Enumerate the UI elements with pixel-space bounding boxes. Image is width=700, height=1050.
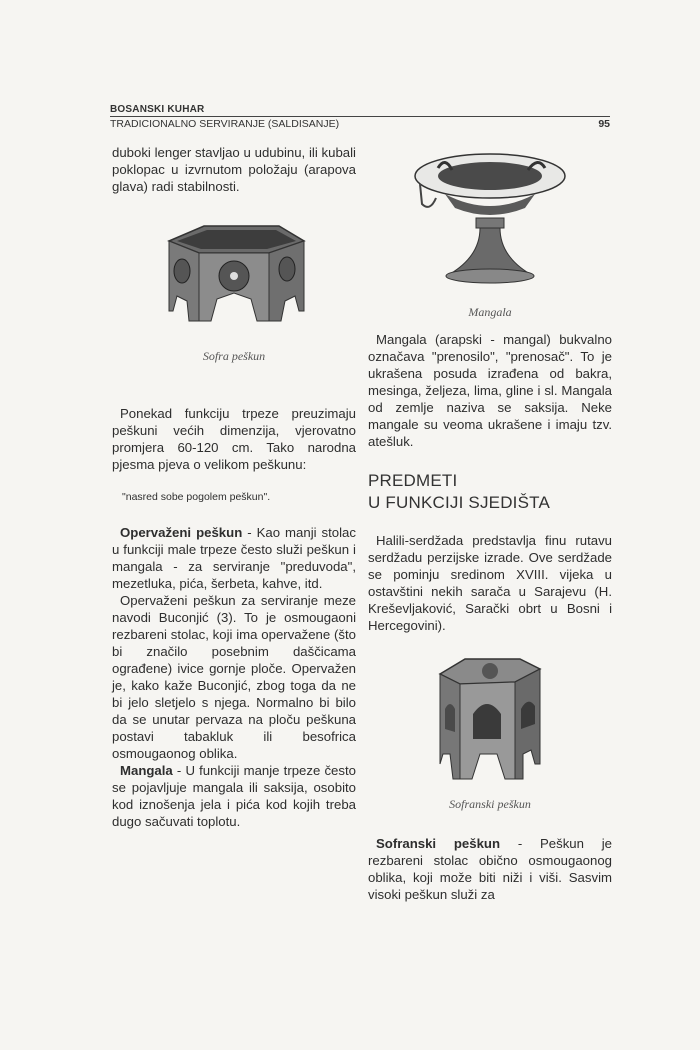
paragraph: Ponekad funkciju trpeze preuzimaju peškuni većih dimenzija, vjerovatno promjera 60-120 cm. Tako narodna pjesma pjeva o velikom peškunu: (112, 406, 356, 472)
paragraph-text: - Peškun je rezbareni stolac obično osmougaonog oblika, koji može biti niži i viši. Sasvim visoki peškun služi za (368, 836, 612, 902)
page-number: 95 (598, 118, 610, 130)
paragraph: Opervaženi peškun za serviranje meze navodi Buconjić (3). To je osmougaoni rezbareni stolac, koji ima opervažene (što bi značilo posebnim daščicama ograđene) ivice gornje ploče. Opervažen je, kako kaže Buconjić, zbog toga da ne bi jelo sletjelo s njega. Normalno bi bilo da se unutar pervaza na ploču peškuna postavi tabakluk ili besofrica osmougaonog oblika. (112, 593, 356, 761)
paragraph (112, 762, 356, 830)
carved-stool-illustration-icon (435, 654, 545, 784)
book-title: BOSANSKI KUHAR (110, 104, 205, 115)
term-mangala: Mangala (120, 763, 173, 778)
paragraph: Halili-serdžada predstavlja finu rutavu serdžadu perzijske izrade. Ove serdžade se pominju sredinom XVIII. vijeka u ostavštini nekih sarača u Sarajevu (H. Kreševljaković, Sarački obrt u Bosni i Hercegovini). (368, 533, 612, 633)
paragraph-text: - Kao manji stolac u funkciji male trpeze često služi peškun i mangala - za serviranje "preduvoda", mezetluka, pića, šerbeta, kahve, itd. (112, 525, 356, 591)
mangala-brazier-illustration-icon (410, 146, 570, 296)
section-heading (368, 470, 612, 514)
paragraph-text: - U funkciji manje trpeze često se pojavljuje mangala ili saksija, osobito kod iznošenja jela i pića kod kojih treba dugo sačuvati toplotu. (112, 763, 356, 829)
paragraph: Mangala (arapski - mangal) bukvalno označava "prenosilo", "prenosač". To je ukrašena posuda izrađena od bakra, mesinga, željeza, lima, gline i sl. Mangala od zemlje naziva se saksija. Neke mangale su veoma ukrašene i imaju tzv. atešluk. (368, 332, 612, 449)
section-heading-line: U FUNKCIJI SJEDIŠTA (368, 493, 551, 512)
left-column (112, 144, 356, 830)
figure-caption: Sofranski peškun (449, 797, 531, 811)
paragraph: duboki lenger stavljao u udubinu, ili kubali poklopac u izvrnutom položaju (arapova glava) radi stabilnosti. (112, 145, 356, 194)
figure-sofranski-peskun (368, 654, 612, 813)
hexagonal-table-illustration-icon (159, 221, 309, 326)
figure-caption: Sofra peškun (202, 349, 266, 363)
paragraph (368, 835, 612, 903)
figure-mangala (368, 146, 612, 321)
term-operva-eni-peskun: Opervaženi peškun (120, 525, 243, 540)
chapter-title: TRADICIONALNO SERVIRANJE (SALDISANJE) (110, 118, 340, 130)
quote: "nasred sobe pogolem peškun". (122, 491, 271, 503)
figure-sofra-peskun (112, 221, 356, 365)
term-sofranski-peskun: Sofranski peškun (376, 836, 501, 851)
section-heading-line: PREDMETI (368, 471, 458, 490)
running-header (110, 104, 610, 131)
right-column (368, 146, 612, 903)
paragraph (112, 524, 356, 592)
figure-caption: Mangala (468, 305, 512, 319)
